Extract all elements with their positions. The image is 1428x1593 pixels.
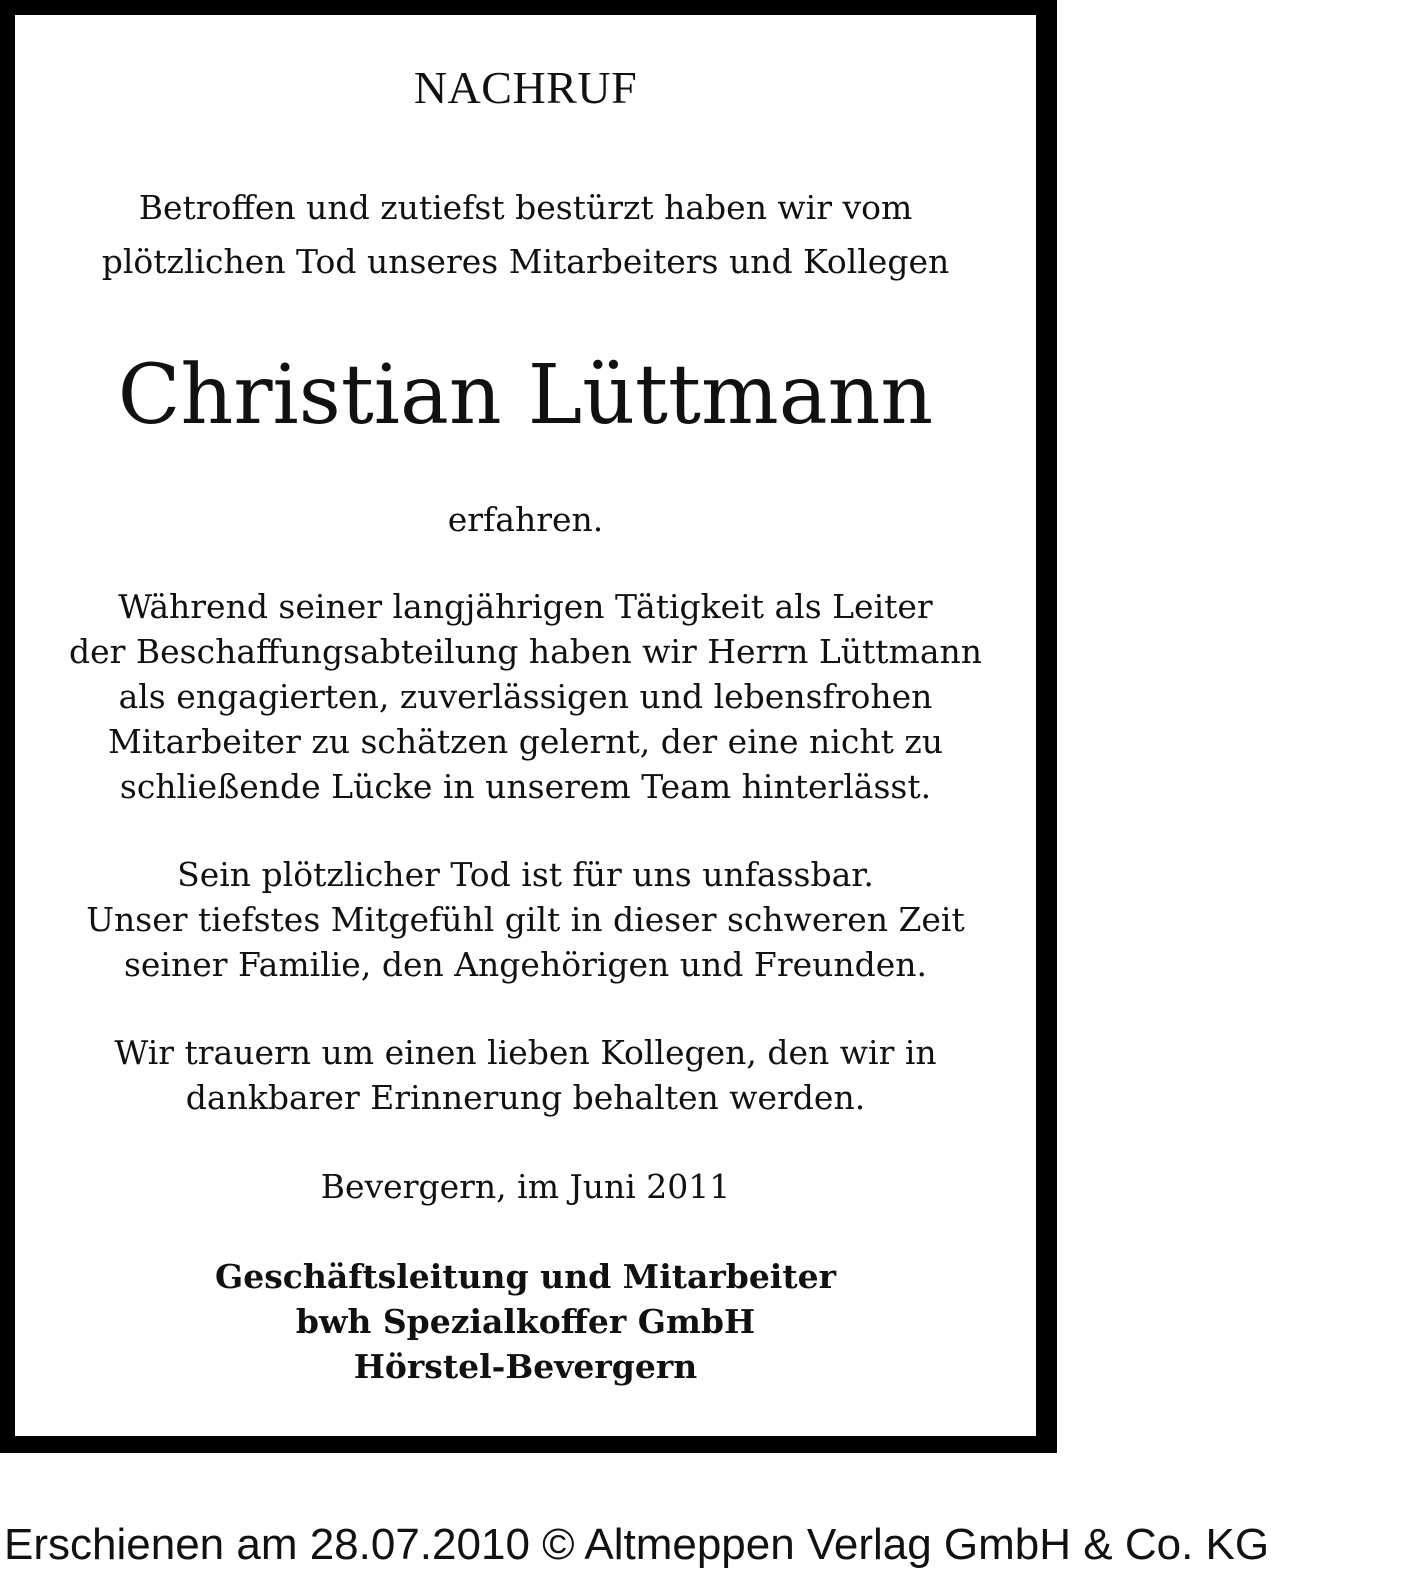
place-date: Bevergern, im Juni 2011 (320, 1167, 731, 1206)
after-name-text: erfahren. (447, 500, 604, 539)
paragraph-line: schließende Lücke in unserem Team hinterlässt. (119, 767, 932, 806)
paragraph-line: als engagierten, zuverlässigen und lebensfrohen (118, 677, 933, 716)
deceased-name: Christian Lüttmann (117, 348, 934, 443)
intro-line: plötzlichen Tod unseres Mitarbeiters und Kollegen (101, 242, 950, 281)
publication-footer: Erschienen am 28.07.2010 © Altmeppen Verlag GmbH & Co. KG (4, 1520, 1270, 1569)
signature-line: bwh Spezialkoffer GmbH (295, 1302, 756, 1341)
signature-line: Hörstel-Bevergern (353, 1347, 698, 1386)
paragraph-line: dankbarer Erinnerung behalten werden. (185, 1078, 866, 1117)
paragraph-line: Sein plötzlicher Tod ist für uns unfassbar. (177, 855, 874, 894)
paragraph-line: der Beschaffungsabteilung haben wir Herrn Lüttmann (68, 632, 983, 671)
notice-heading: NACHRUF (413, 62, 638, 113)
intro-line: Betroffen und zutiefst bestürzt haben wir vom (138, 188, 913, 227)
paragraph-line: Während seiner langjährigen Tätigkeit als Leiter (118, 587, 933, 626)
paragraph-line: Wir trauern um einen lieben Kollegen, den wir in (114, 1033, 937, 1072)
signature-line: Geschäftsleitung und Mitarbeiter (215, 1257, 836, 1296)
paragraph-line: Unser tiefstes Mitgefühl gilt in dieser schweren Zeit (86, 900, 965, 939)
paragraph-line: Mitarbeiter zu schätzen gelernt, der eine nicht zu (108, 722, 943, 761)
paragraph-line: seiner Familie, den Angehörigen und Freunden. (123, 945, 928, 984)
